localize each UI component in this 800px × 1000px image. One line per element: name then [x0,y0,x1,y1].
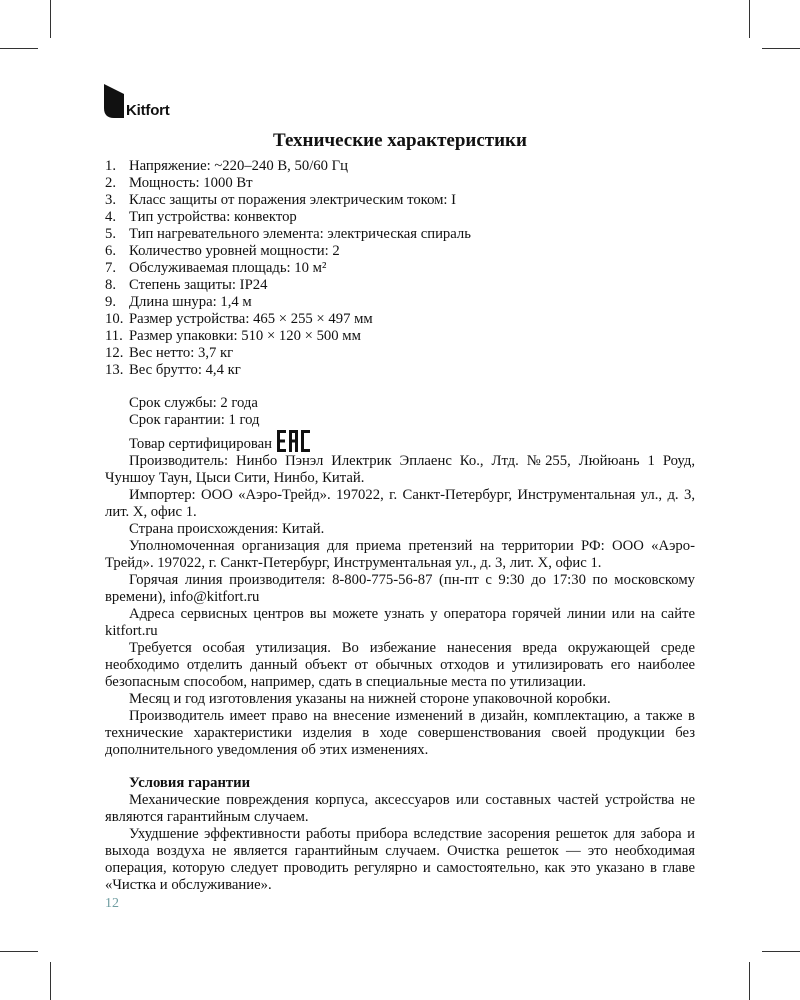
spec-number: 1. [105,158,117,174]
spec-number: 5. [105,226,117,242]
crop-mark [762,48,800,49]
spec-item [105,311,695,328]
certified-text: Товар сертифицирован [129,436,273,452]
spec-text: Размер устройства: 465 × 255 × 497 мм [129,311,373,327]
spec-text: Тип устройства: конвектор [129,209,297,225]
spec-item [105,209,695,226]
warranty-heading: Условия гарантии [129,775,251,791]
spec-text: Обслуживаемая площадь: 10 м² [129,260,327,276]
crop-mark [0,48,38,49]
spec-text: Количество уровней мощности: 2 [129,243,340,259]
spec-text: Длина шнура: 1,4 м [129,294,252,310]
manufacture-date-info: Месяц и год изготовления указаны на нижней стороне упаковочной коробки. [129,691,611,707]
brand-icon [104,84,124,118]
spec-number: 6. [105,243,117,259]
manufacturer-info: Производитель: Нинбо Пэнэл Илектрик Эплаенс Ко., Лтд. №255, Люйюань 1 Роуд, Чуншоу Таун, Цыси Сити, Нинбо, Китай. [105,453,695,486]
warranty-damage-clause: Механические повреждения корпуса, аксессуаров или составных частей устройства не являются гарантийным случаем. [105,792,695,825]
page-title: Технические характеристики [273,130,527,151]
importer-info: Импортер: ООО «Аэро-Трейд». 197022, г. Санкт-Петербург, Инструментальная ул., д. 3, лит. Х, офис 1. [105,487,695,520]
warranty-term: Срок гарантии: 1 год [129,412,260,428]
certification-line [105,429,695,453]
spec-text: Степень защиты: IP24 [129,277,268,293]
spec-number: 7. [105,260,117,276]
spec-number: 4. [105,209,117,225]
spec-item [105,243,695,260]
spec-item [105,226,695,243]
eac-mark-icon [276,429,312,453]
country-of-origin: Страна происхождения: Китай. [129,521,325,537]
service-centers-info: Адреса сервисных центров вы можете узнать у оператора горячей линии или на сайте kitfort.ru [105,606,695,639]
hotline-info: Горячая линия производителя: 8-800-775-56-87 (пн-пт с 9:30 до 17:30 по московскому времени), info@kitfort.ru [105,572,695,605]
spec-text: Вес нетто: 3,7 кг [129,345,234,361]
spec-item [105,277,695,294]
spec-item [105,158,695,175]
crop-mark [50,0,51,38]
spec-item [105,175,695,192]
spec-number: 3. [105,192,117,208]
spec-number: 2. [105,175,117,191]
spec-item [105,192,695,209]
spec-text: Напряжение: ~220–240 В, 50/60 Гц [129,158,348,174]
spec-item [105,345,695,362]
spec-number: 8. [105,277,117,293]
spec-number: 11. [105,328,123,344]
service-life: Срок службы: 2 года [129,395,258,411]
spec-text: Класс защиты от поражения электрическим током: I [129,192,457,208]
authorized-organization: Уполномоченная организация для приема претензий на территории РФ: ООО «Аэро-Трейд». 197022, г. Санкт-Петербург, Инструментальная ул., д. 3, лит. Х, офис 1. [105,538,695,571]
brand-logo [104,84,170,118]
spec-text: Вес брутто: 4,4 кг [129,362,241,378]
crop-mark [50,962,51,1000]
changes-notice: Производитель имеет право на внесение изменений в дизайн, комплектацию, а также в технические характеристики изделия в ходе совершенствования своей продукции без дополнительного уведомления об этих изменениях. [105,708,695,758]
crop-mark [749,962,750,1000]
spec-item [105,362,695,379]
warranty-clogging-clause: Ухудшение эффективности работы прибора вследствие засорения решеток для забора и выхода воздуха не является гарантийным случаем. Очистка решеток — это необходимая операция, которую следует проводить регулярно и самостоятельно, как это указано в главе «Чистка и обслуживание». [105,826,695,893]
spec-number: 13. [105,362,124,378]
spec-number: 9. [105,294,117,310]
page-number: 12 [105,896,119,911]
spec-number: 10. [105,311,124,327]
crop-mark [749,0,750,38]
spec-item [105,328,695,345]
brand-name: Kitfort [126,102,170,119]
disposal-info: Требуется особая утилизация. Во избежание нанесения вреда окружающей среде необходимо отделить данный объект от обычных отходов и утилизировать его наиболее безопасным способом, например, сдать в специальные места по утилизации. [105,640,695,690]
spec-text: Мощность: 1000 Вт [129,175,253,191]
crop-mark [0,951,38,952]
spec-text: Размер упаковки: 510 × 120 × 500 мм [129,328,361,344]
spec-item [105,294,695,311]
spec-number: 12. [105,345,124,361]
specs-list [105,158,695,379]
crop-mark [762,951,800,952]
spec-text: Тип нагревательного элемента: электрическая спираль [129,226,471,242]
spec-item [105,260,695,277]
document-body [105,158,695,894]
